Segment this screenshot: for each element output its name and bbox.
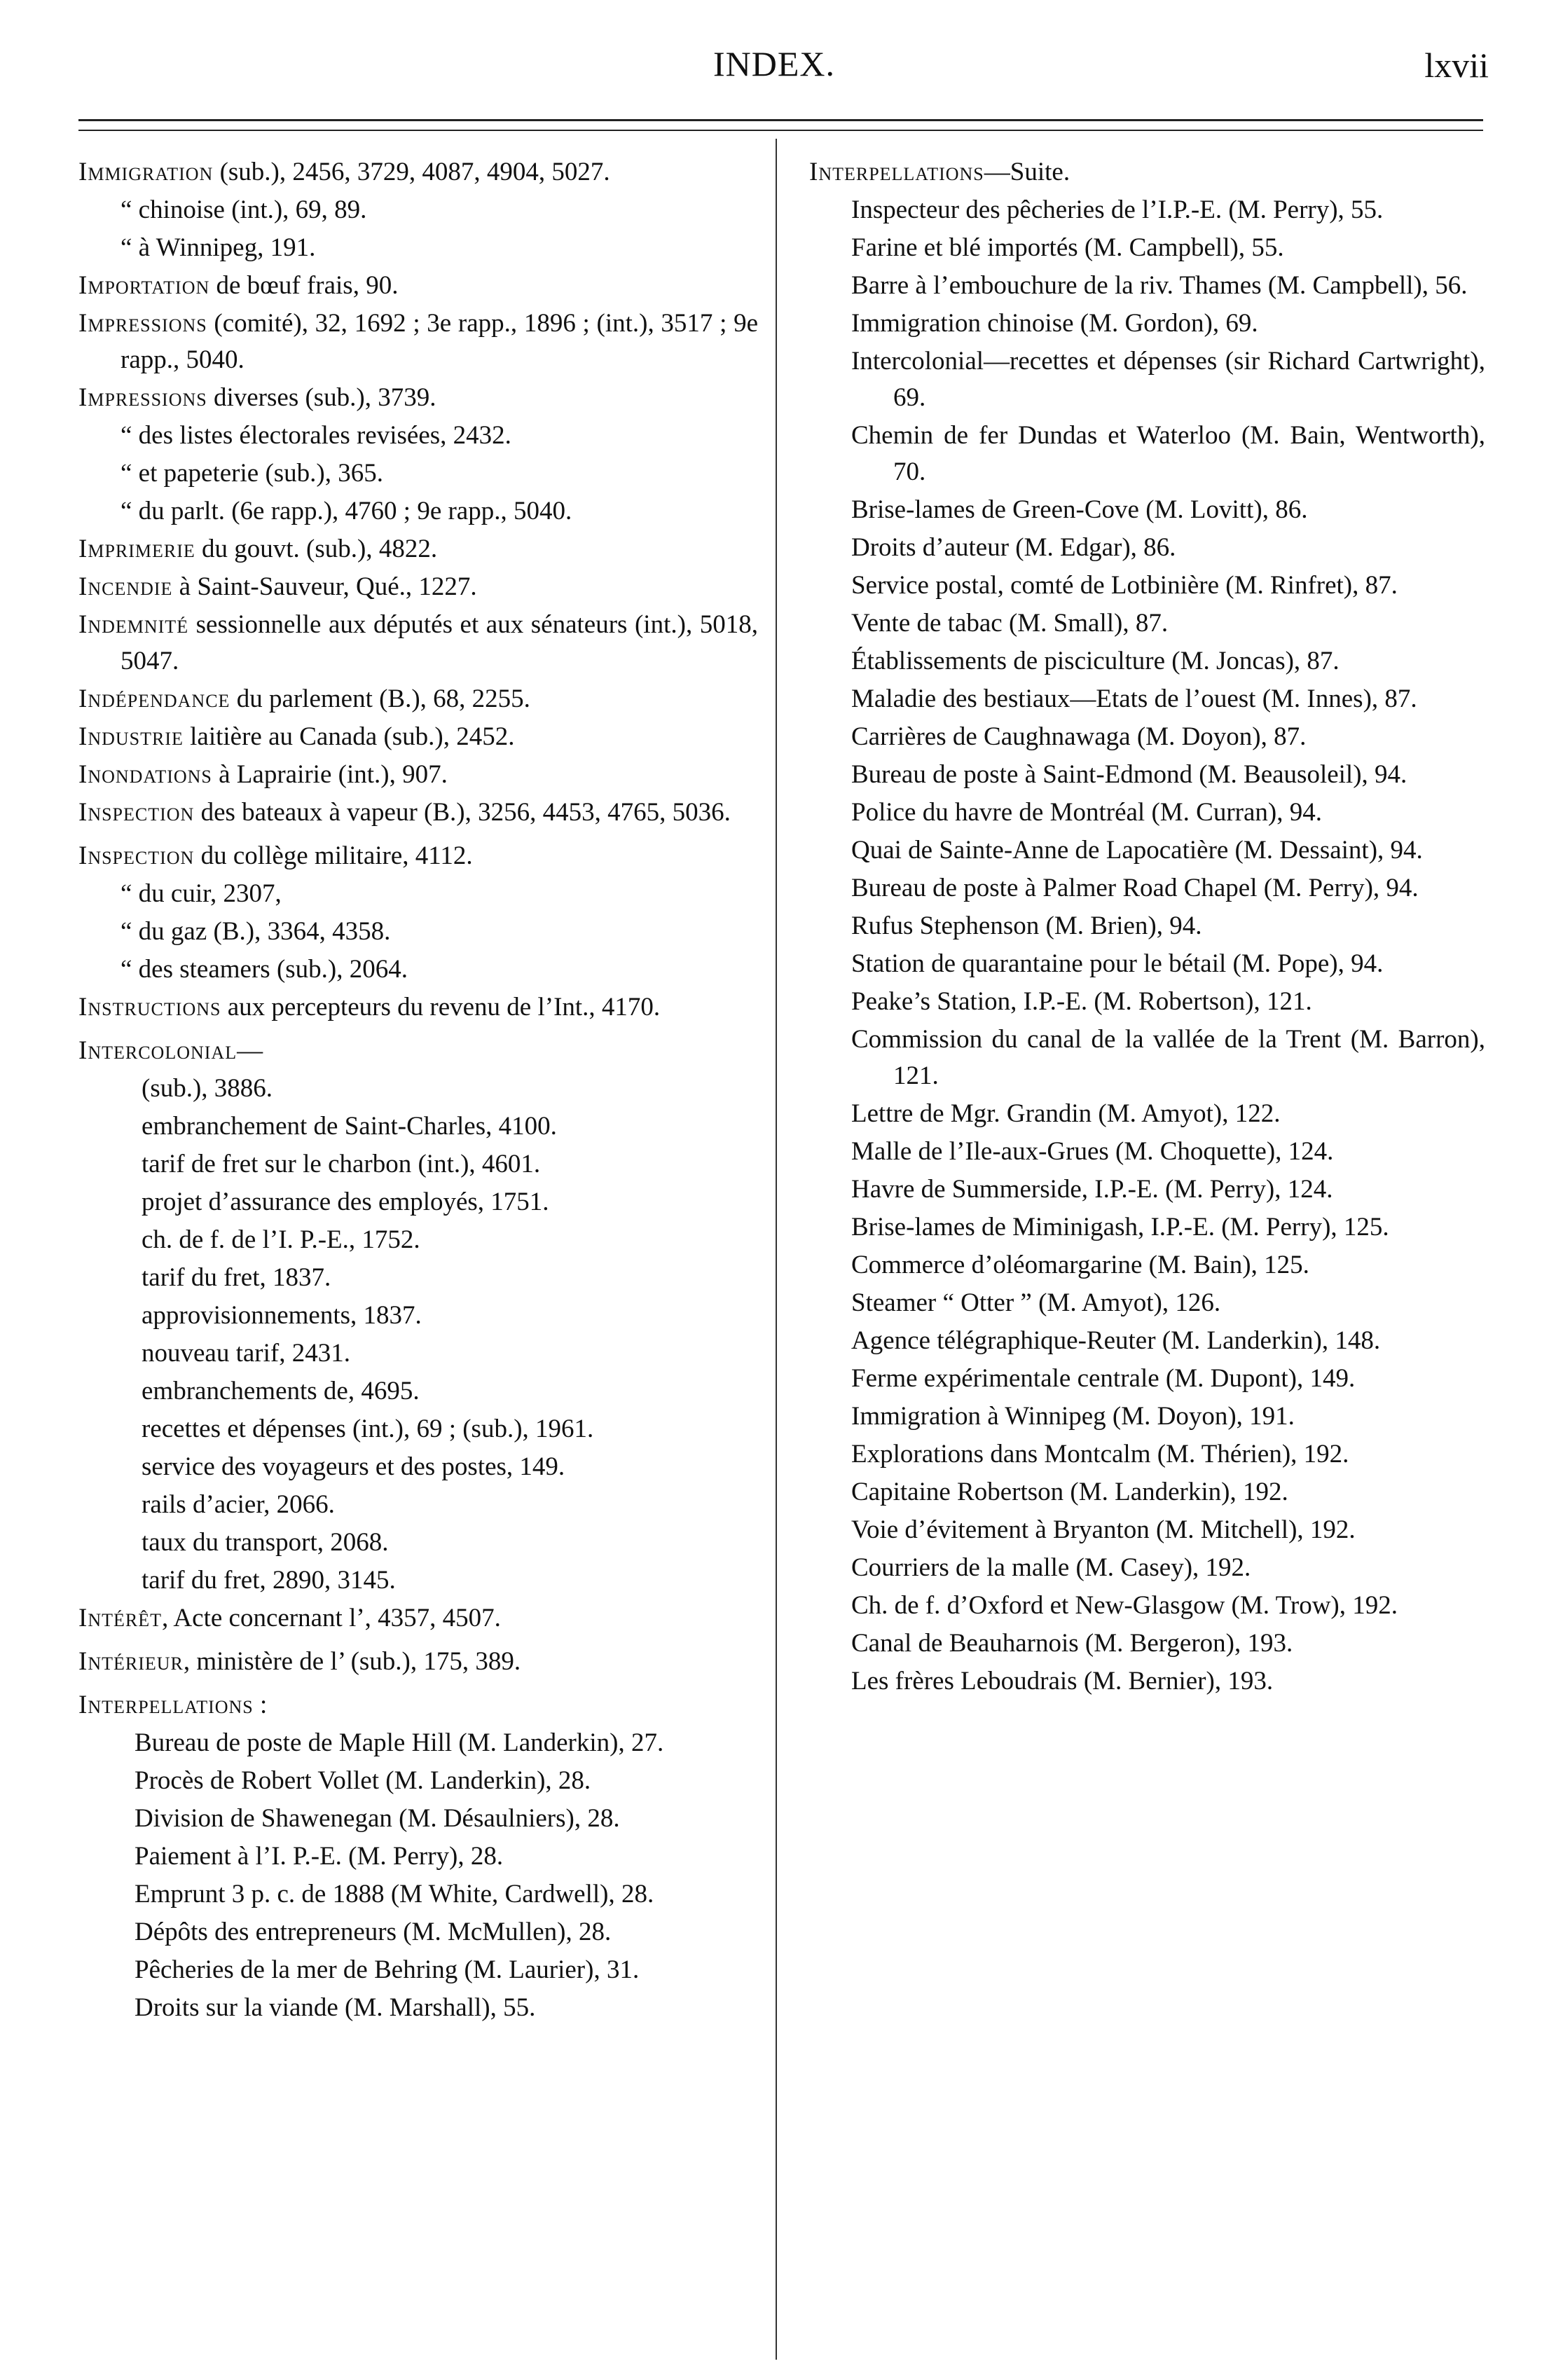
index-entry: [809, 832, 1485, 869]
index-entry-text: Canal de Beauharnois (M. Bergeron), 193.: [851, 1629, 1293, 1658]
index-entry-text: Droits d’auteur (M. Edgar), 86.: [851, 533, 1176, 562]
index-entry-text: sessionnelle aux députés et aux sénateurs (int.), 5018, 5047.: [121, 610, 758, 675]
index-entry: [78, 1146, 758, 1183]
index-entry-text: Emprunt 3 p. c. de 1888 (M White, Cardwell), 28.: [135, 1880, 654, 1908]
index-entry: [78, 569, 758, 605]
index-entry: [809, 719, 1485, 755]
index-entry-text: Police du havre de Montréal (M. Curran), 94.: [851, 798, 1322, 827]
index-entry: [809, 1171, 1485, 1208]
index-entry-text: Division de Shawenegan (M. Désaulniers), 28.: [135, 1804, 620, 1833]
index-entry-text: Carrières de Caughnawaga (M. Doyon), 87.: [851, 722, 1307, 751]
index-entry-text: Agence télégraphique-Reuter (M. Landerkin), 148.: [851, 1326, 1381, 1355]
index-entry-text: Intercolonial—recettes et dépenses (sir Richard Cartwright), 69.: [851, 347, 1485, 412]
index-entry: [809, 343, 1485, 416]
column-divider: [776, 139, 777, 2360]
index-heading: Immigration: [78, 158, 214, 186]
index-entry-text: Les frères Leboudrais (M. Bernier), 193.: [851, 1667, 1274, 1695]
index-entry: [78, 989, 758, 1026]
page-header: [0, 43, 1556, 99]
index-entry-text: nouveau tarif, 2431.: [142, 1339, 350, 1368]
index-entry-text: Rufus Stephenson (M. Brien), 94.: [851, 912, 1202, 940]
index-entry-text: Immigration à Winnipeg (M. Doyon), 191.: [851, 1402, 1295, 1431]
index-entry: [809, 681, 1485, 717]
index-entry-text: (sub.), 2456, 3729, 4087, 4904, 5027.: [213, 158, 610, 186]
index-entry: [78, 1487, 758, 1523]
index-entry: [809, 1134, 1485, 1170]
index-entry-text: projet d’assurance des employés, 1751.: [142, 1188, 549, 1216]
index-entry: [809, 1436, 1485, 1473]
index-entry-text: “ du cuir, 2307,: [121, 879, 282, 908]
index-entry: [78, 1335, 758, 1372]
index-entry-text: Vente de tabac (M. Small), 87.: [851, 609, 1169, 638]
index-entry-text: , Acte concernant l’, 4357, 4507.: [161, 1604, 501, 1632]
index-entry: [809, 230, 1485, 266]
index-entry: [809, 268, 1485, 304]
index-entry-text: Maladie des bestiaux—Etats de l’ouest (M. Innes), 87.: [851, 685, 1417, 713]
index-entry: [809, 643, 1485, 680]
index-entry-text: rails d’acier, 2066.: [142, 1490, 335, 1519]
index-entry-text: des bateaux à vapeur (B.), 3256, 4453, 4765, 5036.: [194, 798, 731, 827]
index-entry-text: “ des listes électorales revisées, 2432.: [121, 421, 511, 450]
index-entry-text: diverses (sub.), 3739.: [207, 383, 436, 412]
index-heading: Interpellations: [78, 1691, 254, 1719]
index-heading: Inspection: [78, 841, 195, 870]
index-entry-text: Lettre de Mgr. Grandin (M. Amyot), 122.: [851, 1099, 1281, 1128]
index-entry-text: “ du parlt. (6e rapp.), 4760 ; 9e rapp., 5040.: [121, 497, 572, 525]
index-heading: Importation: [78, 271, 210, 300]
index-entry: [809, 1285, 1485, 1321]
index-entry-text: “ du gaz (B.), 3364, 4358.: [121, 917, 391, 946]
index-entry-text: Brise-lames de Miminigash, I.P.-E. (M. Perry), 125.: [851, 1213, 1389, 1241]
index-entry: [809, 757, 1485, 793]
index-entry: [78, 914, 758, 950]
index-entry-text: embranchements de, 4695.: [142, 1377, 420, 1405]
index-entry: [78, 607, 758, 680]
index-entry: [78, 1071, 758, 1107]
index-entry-text: Voie d’évitement à Bryanton (M. Mitchell), 192.: [851, 1515, 1356, 1544]
index-entry-text: tarif de fret sur le charbon (int.), 4601.: [142, 1150, 541, 1178]
index-entry: [78, 1801, 758, 1837]
index-entry: [809, 870, 1485, 907]
index-heading: Indemnité: [78, 610, 189, 639]
index-entry: [809, 568, 1485, 604]
index-heading: Instructions: [78, 993, 221, 1022]
index-entry-text: Bureau de poste de Maple Hill (M. Landerkin), 27.: [135, 1728, 664, 1757]
index-entry: [78, 531, 758, 568]
index-entry: [78, 455, 758, 492]
index-entry: [809, 1588, 1485, 1624]
index-entry-text: Pêcheries de la mer de Behring (M. Laurier), 31.: [135, 1955, 640, 1984]
index-entry: [78, 1952, 758, 1988]
index-entry-text: Inspecteur des pêcheries de l’I.P.-E. (M. Perry), 55.: [851, 195, 1384, 224]
index-entry: [78, 719, 758, 755]
index-entry: [78, 681, 758, 717]
index-entry: [78, 1033, 758, 1069]
page-title: INDEX.: [713, 44, 836, 83]
index-entry: [78, 230, 758, 266]
header-rule-thin: [78, 130, 1483, 131]
index-entry-text: recettes et dépenses (int.), 69 ; (sub.), 1961.: [142, 1415, 594, 1443]
index-entry-text: —Suite.: [984, 158, 1070, 186]
index-entry: [809, 1474, 1485, 1511]
page-number: lxvii: [1424, 46, 1489, 85]
index-entry: [78, 154, 758, 191]
index-entry: [78, 268, 758, 304]
index-entry-text: :: [253, 1691, 268, 1719]
index-entry: [78, 1990, 758, 2026]
index-entry: [78, 493, 758, 530]
index-entry: [809, 305, 1485, 342]
index-heading: Incendie: [78, 572, 173, 601]
index-entry: [78, 1876, 758, 1913]
index-entry-text: Immigration chinoise (M. Gordon), 69.: [851, 309, 1258, 338]
index-entry: [78, 1914, 758, 1951]
index-entry-text: à Laprairie (int.), 907.: [212, 760, 448, 789]
index-entry-text: Commerce d’oléomargarine (M. Bain), 125.: [851, 1251, 1309, 1279]
index-entry: [809, 605, 1485, 642]
index-entry-text: Peake’s Station, I.P.-E. (M. Robertson), 121.: [851, 987, 1312, 1016]
index-entry-text: “ à Winnipeg, 191.: [121, 233, 316, 262]
index-heading: Imprimerie: [78, 535, 195, 563]
index-entry: [78, 418, 758, 454]
index-entry: [78, 1600, 758, 1637]
index-entry: [809, 1625, 1485, 1662]
index-entry-text: Ch. de f. d’Oxford et New-Glasgow (M. Trow), 192.: [851, 1591, 1398, 1620]
index-entry-text: du collège militaire, 4112.: [194, 841, 473, 870]
index-entry: [78, 1687, 758, 1724]
index-entry-text: aux percepteurs du revenu de l’Int., 4170.: [221, 993, 661, 1022]
index-column-right: [809, 154, 1485, 1701]
index-entry: [78, 1222, 758, 1258]
index-entry-text: Courriers de la malle (M. Casey), 192.: [851, 1553, 1251, 1582]
index-entry-text: Ferme expérimentale centrale (M. Dupont), 149.: [851, 1364, 1356, 1393]
index-entry-text: approvisionnements, 1837.: [142, 1301, 422, 1330]
index-entry-text: Havre de Summerside, I.P.-E. (M. Perry), 124.: [851, 1175, 1333, 1204]
index-entry: [78, 1411, 758, 1447]
index-entry-text: Barre à l’embouchure de la riv. Thames (M. Campbell), 56.: [851, 271, 1468, 300]
index-entry: [809, 1398, 1485, 1435]
index-entry: [78, 876, 758, 912]
index-entry-text: du gouvt. (sub.), 4822.: [195, 535, 438, 563]
index-entry: [809, 154, 1485, 191]
index-entry: [78, 1838, 758, 1875]
index-entry: [78, 795, 758, 831]
index-entry: [809, 1323, 1485, 1359]
index-entry: [78, 1449, 758, 1485]
index-entry: [78, 1725, 758, 1761]
index-entry-text: , ministère de l’ (sub.), 175, 389.: [183, 1647, 521, 1676]
index-entry-text: Bureau de poste à Palmer Road Chapel (M. Perry), 94.: [851, 874, 1419, 902]
index-entry: [78, 951, 758, 988]
index-entry: [78, 1525, 758, 1561]
index-entry: [809, 1663, 1485, 1700]
index-entry: [809, 908, 1485, 944]
index-entry-text: tarif du fret, 2890, 3145.: [142, 1566, 396, 1595]
index-entry-text: Paiement à l’I. P.-E. (M. Perry), 28.: [135, 1842, 504, 1871]
index-entry-text: Farine et blé importés (M. Campbell), 55.: [851, 233, 1284, 262]
index-entry: [809, 1512, 1485, 1548]
index-entry: [78, 1644, 758, 1680]
index-entry-text: (comité), 32, 1692 ; 3e rapp., 1896 ; (int.), 3517 ; 9e rapp., 5040.: [121, 309, 758, 374]
index-entry-text: de bœuf frais, 90.: [209, 271, 399, 300]
index-heading: Impressions: [78, 309, 207, 338]
index-entry-text: taux du transport, 2068.: [142, 1528, 389, 1557]
index-entry-text: Commission du canal de la vallée de la Trent (M. Barron), 121.: [851, 1025, 1485, 1090]
index-heading: Intérêt: [78, 1604, 162, 1632]
index-heading: Intérieur: [78, 1647, 184, 1676]
index-entry-text: “ et papeterie (sub.), 365.: [121, 459, 383, 488]
index-heading: Impressions: [78, 383, 207, 412]
index-entry: [78, 757, 758, 793]
index-entry: [78, 192, 758, 228]
index-entry: [809, 1247, 1485, 1284]
index-entry-text: embranchement de Saint-Charles, 4100.: [142, 1112, 557, 1141]
index-entry-text: Station de quarantaine pour le bétail (M. Pope), 94.: [851, 949, 1384, 978]
index-entry-text: Explorations dans Montcalm (M. Thérien), 192.: [851, 1440, 1349, 1468]
index-entry-text: (sub.), 3886.: [142, 1074, 273, 1103]
index-entry: [809, 1361, 1485, 1397]
index-heading: Industrie: [78, 722, 184, 751]
index-heading: Intercolonial—: [78, 1036, 264, 1065]
index-entry: [78, 838, 758, 874]
index-entry-text: “ chinoise (int.), 69, 89.: [121, 195, 367, 224]
index-entry: [809, 418, 1485, 490]
index-entry-text: du parlement (B.), 68, 2255.: [230, 685, 530, 713]
index-entry-text: tarif du fret, 1837.: [142, 1263, 331, 1292]
index-entry-text: ch. de f. de l’I. P.-E., 1752.: [142, 1225, 420, 1254]
index-entry: [809, 795, 1485, 831]
index-entry: [809, 192, 1485, 228]
index-entry: [78, 1298, 758, 1334]
index-entry-text: Malle de l’Ile-aux-Grues (M. Choquette), 124.: [851, 1137, 1334, 1166]
index-entry-text: Droits sur la viande (M. Marshall), 55.: [135, 1993, 536, 2022]
index-entry-text: Bureau de poste à Saint-Edmond (M. Beausoleil), 94.: [851, 760, 1407, 789]
index-entry-text: laitière au Canada (sub.), 2452.: [183, 722, 515, 751]
index-entry: [809, 492, 1485, 528]
index-heading: Inondations: [78, 760, 212, 789]
index-entry: [78, 1108, 758, 1145]
index-entry: [78, 380, 758, 416]
index-entry: [809, 1550, 1485, 1586]
index-entry-text: Procès de Robert Vollet (M. Landerkin), 28.: [135, 1766, 591, 1795]
index-entry: [809, 984, 1485, 1020]
index-entry-text: Capitaine Robertson (M. Landerkin), 192.: [851, 1478, 1288, 1506]
index-entry: [809, 946, 1485, 982]
index-entry: [809, 1209, 1485, 1246]
index-entry-text: Quai de Sainte-Anne de Lapocatière (M. Dessaint), 94.: [851, 836, 1423, 865]
index-heading: Inspection: [78, 798, 195, 827]
index-column-left: [78, 154, 758, 2028]
index-entry: [78, 305, 758, 378]
index-entry: [78, 1184, 758, 1220]
index-entry-text: Service postal, comté de Lotbinière (M. Rinfret), 87.: [851, 571, 1398, 600]
index-entry-text: “ des steamers (sub.), 2064.: [121, 955, 408, 984]
index-entry: [78, 1373, 758, 1410]
index-entry-text: Brise-lames de Green-Cove (M. Lovitt), 86.: [851, 495, 1308, 524]
index-entry: [809, 1022, 1485, 1094]
index-entry-text: Dépôts des entrepreneurs (M. McMullen), 28.: [135, 1918, 612, 1946]
index-entry-text: Établissements de pisciculture (M. Joncas), 87.: [851, 647, 1340, 675]
index-heading: Indépendance: [78, 685, 230, 713]
index-entry: [809, 1096, 1485, 1132]
index-heading: Interpellations: [809, 158, 984, 186]
index-entry: [78, 1260, 758, 1296]
index-entry: [78, 1562, 758, 1599]
header-rule: [78, 119, 1483, 121]
index-entry: [809, 530, 1485, 566]
index-entry-text: Chemin de fer Dundas et Waterloo (M. Bain, Wentworth), 70.: [851, 421, 1485, 486]
index-entry-text: Steamer “ Otter ” (M. Amyot), 126.: [851, 1288, 1221, 1317]
index-entry-text: à Saint-Sauveur, Qué., 1227.: [172, 572, 477, 601]
index-entry-text: service des voyageurs et des postes, 149.: [142, 1452, 565, 1481]
index-entry: [78, 1763, 758, 1799]
